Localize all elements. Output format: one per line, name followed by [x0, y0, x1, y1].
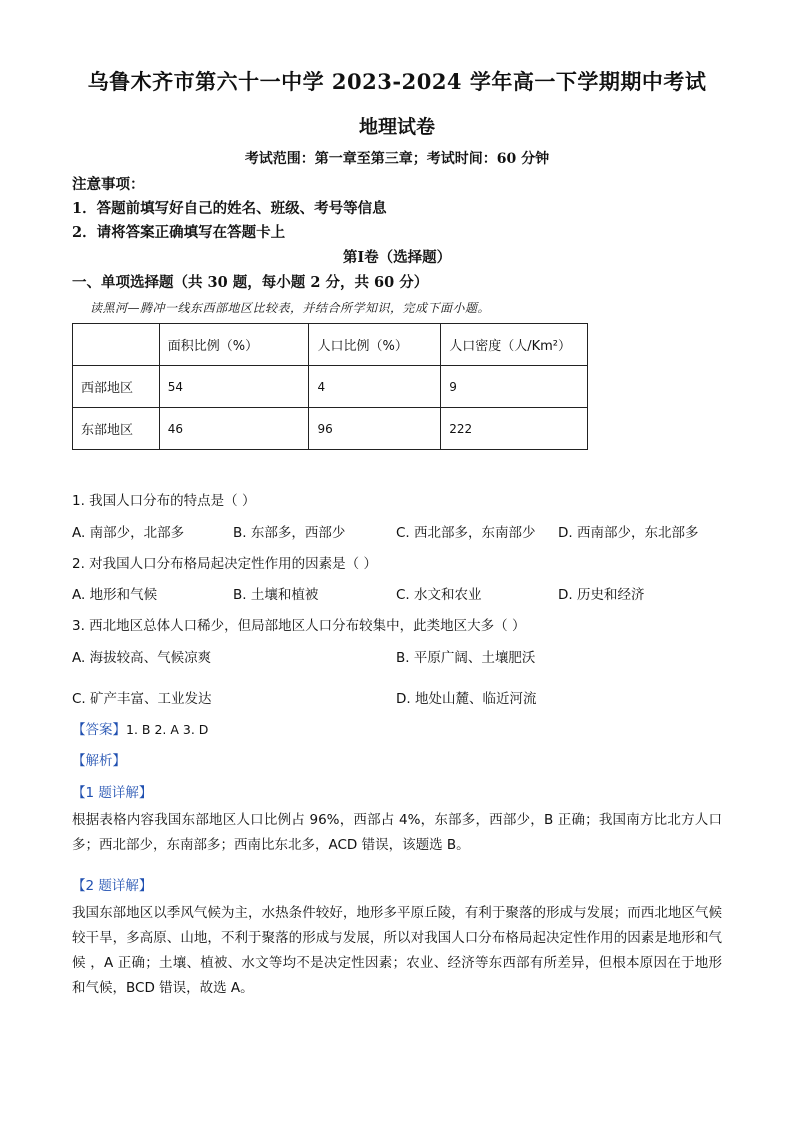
table-row [73, 366, 588, 408]
page-title: 乌鲁木齐市第六十一中学 2023-2024 学年高一下学期期中考试 [87, 69, 707, 94]
q2-detail-text: 我国东部地区以季风气候为主，水热条件较好，地形多平原丘陵，有利于聚落的形成与发展；而西北地区气候较干旱，多高原、山地，不利于聚落的形成与发展，所以对我国人口分布格局起决定性作用的因素是地形和气候 ，A 正确；土壤、植被、水文等均不是决定性因素；农业、经济等东西部有所差异，但根本原因在于地形和气候，BCD 错误，故选 A。 [72, 905, 722, 996]
q2-detail-label: 【2 题详解】 [72, 878, 153, 894]
table-cell: 96 [309, 408, 441, 450]
option: D. 历史和经济 [558, 587, 645, 603]
question-stem: 1. 我国人口分布的特点是（ ） [72, 493, 256, 509]
table-header-cell [73, 324, 160, 366]
option: C. 矿产丰富、工业发达 [72, 691, 212, 707]
table-header-cell: 人口比例（%） [309, 324, 441, 366]
table-cell: 9 [441, 366, 588, 408]
table-cell: 222 [441, 408, 588, 450]
q1-detail-text: 根据表格内容我国东部地区人口比例占 96%，西部占 4%，东部多，西部少，B 正确；我国南方比北方人口多；西北部少，东南部多；西南比东北多，ACD 错误，该题选 B。 [72, 812, 722, 853]
note-item: 2．请将答案正确填写在答题卡上 [72, 224, 286, 241]
table-cell: 46 [159, 408, 309, 450]
notes-heading: 注意事项： [72, 176, 145, 193]
table-row [73, 408, 588, 450]
answer-label: 【答案】 [72, 722, 126, 738]
q1-detail-label: 【1 题详解】 [72, 785, 153, 801]
comparison-table [72, 323, 588, 450]
part-title: 一、单项选择题（共 30 题，每小题 2 分，共 60 分） [72, 274, 429, 291]
note-item: 1．答题前填写好自己的姓名、班级、考号等信息 [72, 200, 387, 217]
table-cell: 东部地区 [73, 408, 160, 450]
question-stem: 3. 西北地区总体人口稀少，但局部地区人口分布较集中，此类地区大多（ ） [72, 618, 526, 634]
analysis-label: 【解析】 [72, 753, 126, 769]
answer-values: 1. B 2. A 3. D [126, 722, 209, 737]
option: A. 海拔较高、气候凉爽 [72, 650, 212, 666]
table-header-cell: 面积比例（%） [159, 324, 309, 366]
option: B. 土壤和植被 [233, 587, 319, 603]
question-stem: 2. 对我国人口分布格局起决定性作用的因素是（ ） [72, 556, 377, 572]
question-intro: 读黑河—腾冲一线东西部地区比较表，并结合所学知识，完成下面小题。 [90, 301, 491, 315]
table-header-cell: 人口密度（人/Km²） [441, 324, 588, 366]
option: C. 西北部多，东南部少 [396, 525, 536, 541]
table-cell: 西部地区 [73, 366, 160, 408]
option: D. 地处山麓、临近河流 [396, 691, 537, 707]
exam-scope: 考试范围：第一章至第三章；考试时间：60 分钟 [244, 151, 550, 167]
option: A. 地形和气候 [72, 587, 158, 603]
section-title: 第Ⅰ卷（选择题） [342, 249, 452, 266]
answer-line [72, 718, 208, 738]
table-cell: 4 [309, 366, 441, 408]
option: A. 南部少，北部多 [72, 525, 185, 541]
option: C. 水文和农业 [396, 587, 482, 603]
option: B. 平原广阔、土壤肥沃 [396, 650, 536, 666]
option: D. 西南部少，东北部多 [558, 525, 699, 541]
page-subtitle: 地理试卷 [358, 116, 435, 138]
option: B. 东部多，西部少 [233, 525, 346, 541]
table-cell: 54 [159, 366, 309, 408]
table-header-row [73, 324, 588, 366]
